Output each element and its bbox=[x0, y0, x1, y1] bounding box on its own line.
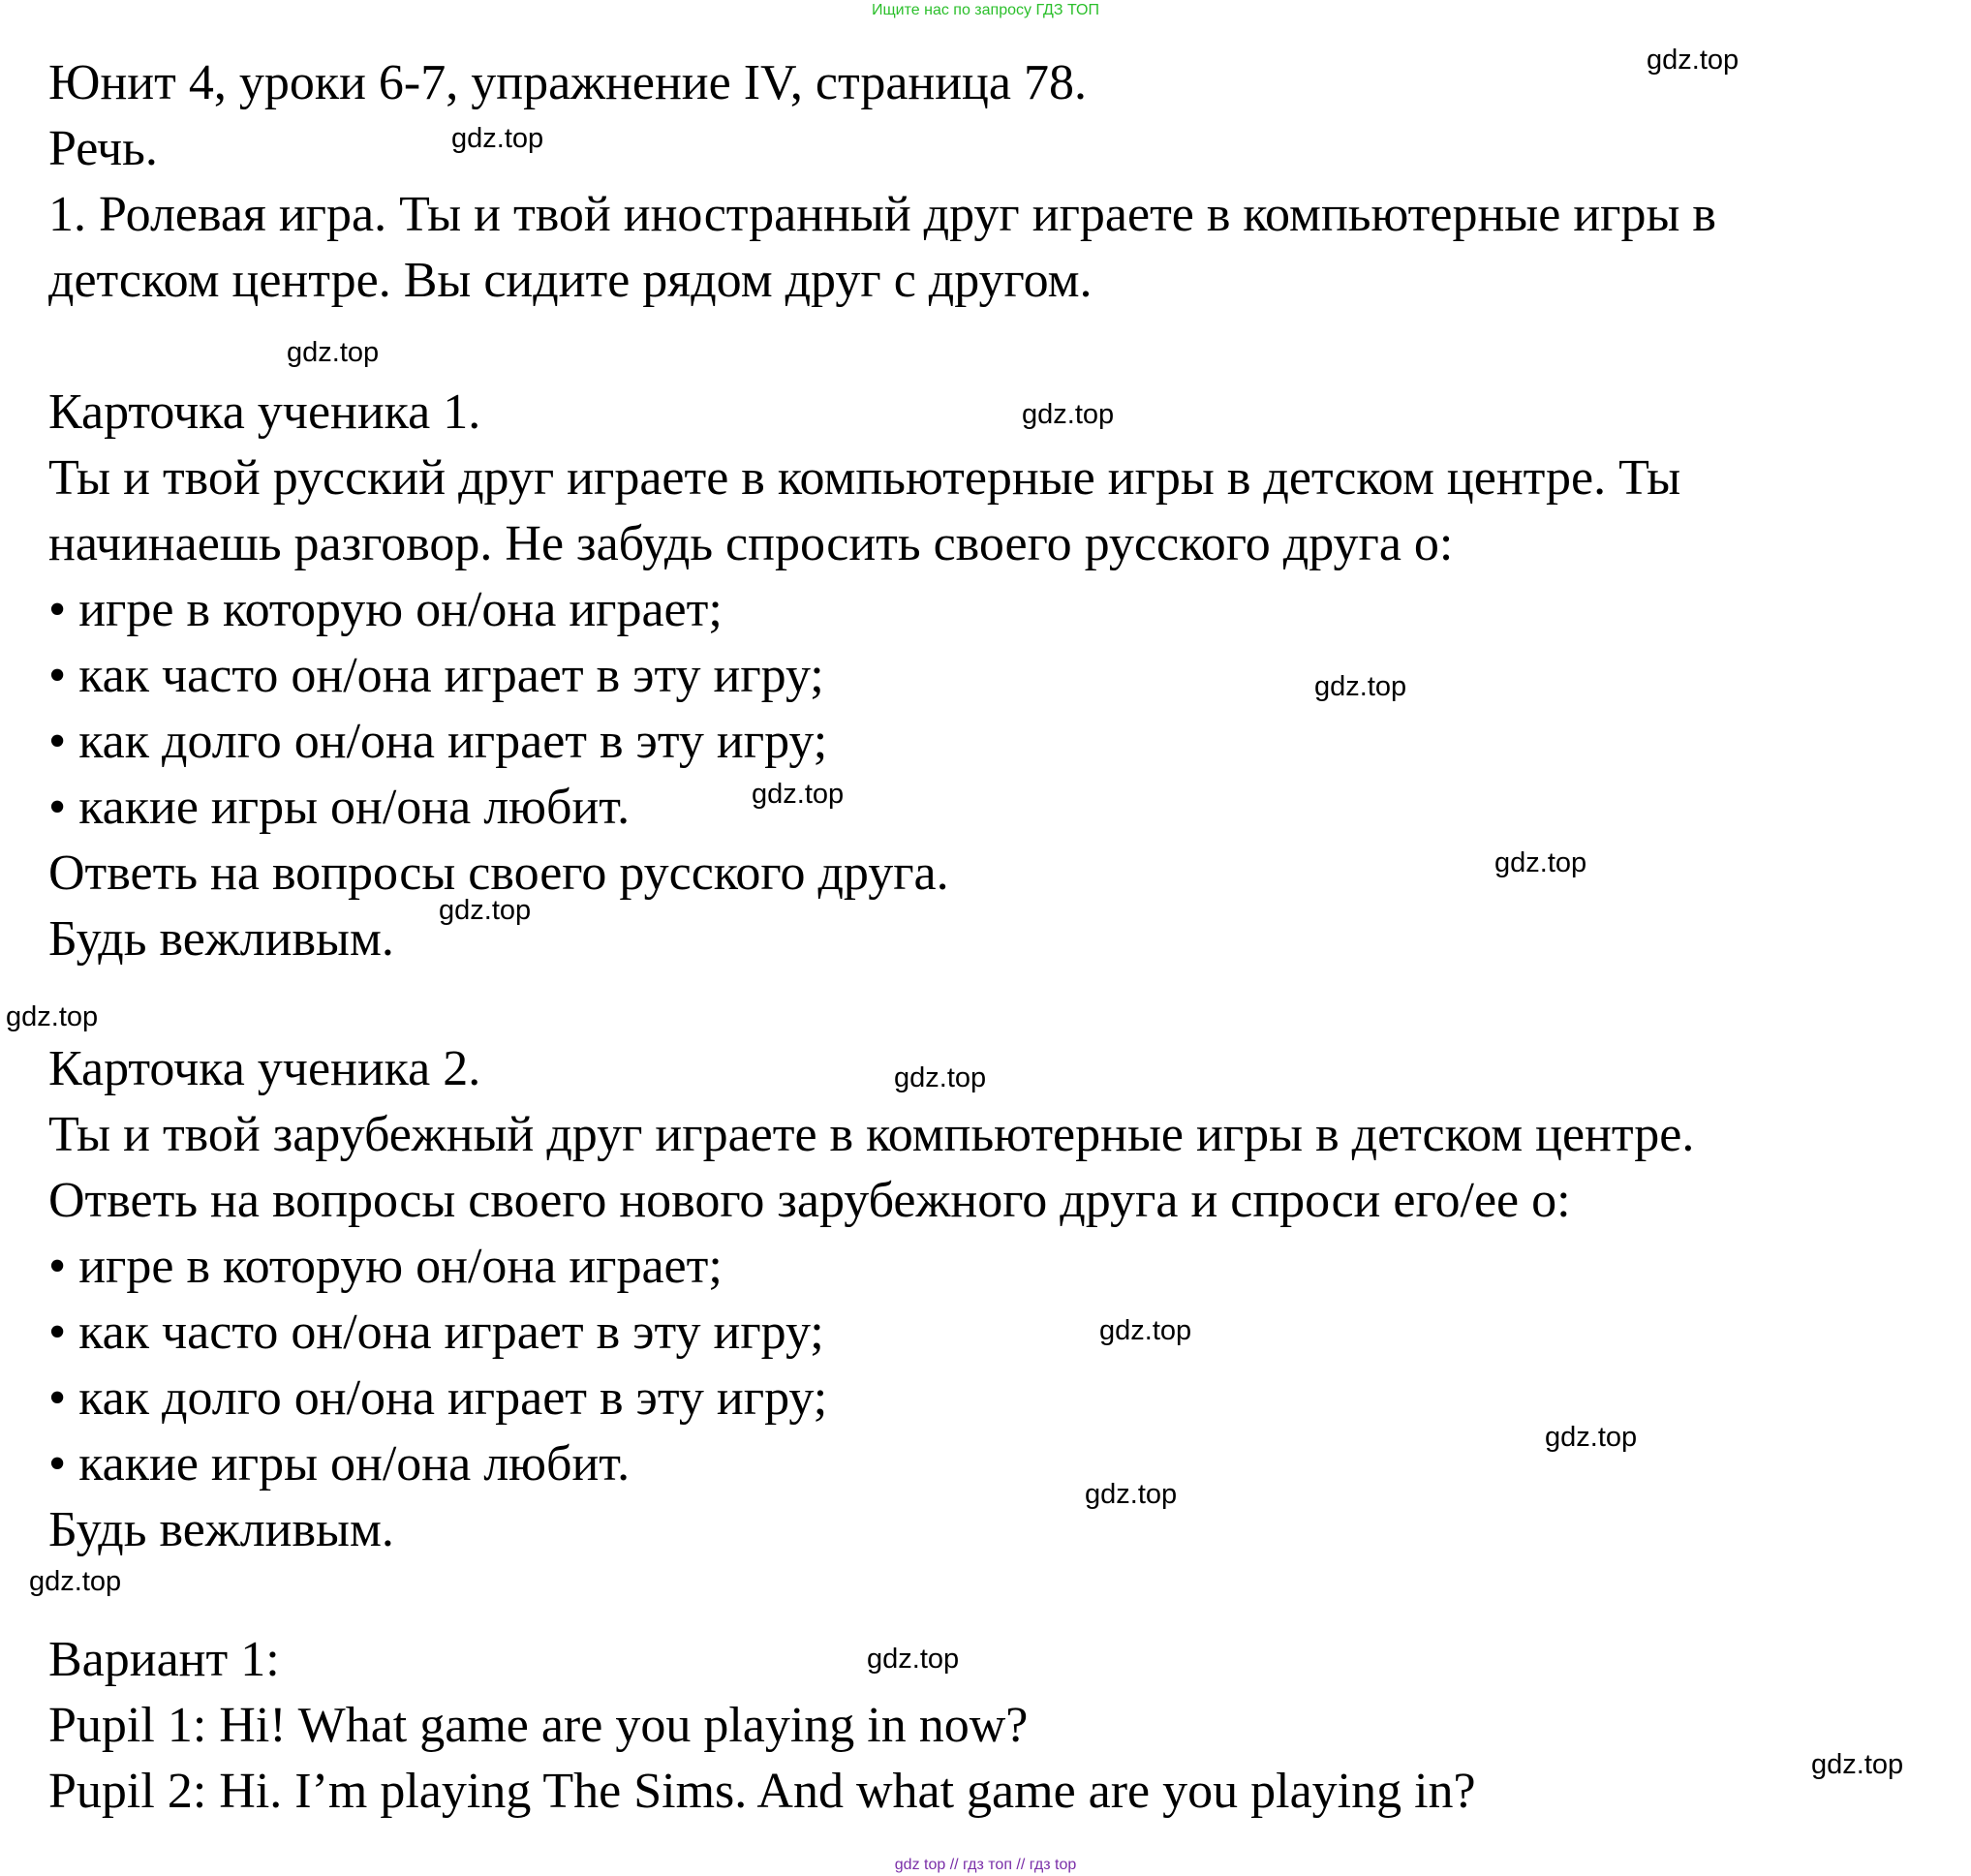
card2-polite: Будь вежливым. bbox=[48, 1502, 394, 1557]
card2-bullet: • как долго он/она играет в эту игру; bbox=[48, 1370, 828, 1426]
card1-bullet: • какие игры он/она любит. bbox=[48, 780, 631, 835]
footer: gdz top // гдз топ // гдз top bbox=[894, 1857, 1077, 1873]
watermark: gdz.top bbox=[1314, 671, 1407, 702]
card2-title: Карточка ученика 2. bbox=[48, 1041, 481, 1096]
card1-line: Ты и твой русский друг играете в компьютерные игры в детском центре. Ты bbox=[48, 450, 1681, 506]
task-line: детском центре. Вы сидите рядом друг с другом. bbox=[48, 253, 1093, 308]
watermark: gdz.top bbox=[1022, 399, 1115, 430]
top-banner: Ищите нас по запросу ГДЗ ТОП bbox=[872, 2, 1099, 18]
watermark: gdz.top bbox=[867, 1644, 960, 1675]
card1-polite: Будь вежливым. bbox=[48, 911, 394, 967]
card1-bullet: • как часто он/она играет в эту игру; bbox=[48, 648, 824, 703]
watermark: gdz.top bbox=[1494, 847, 1587, 878]
card2-bullet: • какие игры он/она любит. bbox=[48, 1436, 631, 1492]
variant-title: Вариант 1: bbox=[48, 1632, 280, 1687]
card1-title: Карточка ученика 1. bbox=[48, 384, 481, 440]
watermark: gdz.top bbox=[752, 779, 845, 810]
watermark: gdz.top bbox=[1811, 1749, 1904, 1780]
watermark: gdz.top bbox=[6, 1001, 99, 1032]
watermark: gdz.top bbox=[1647, 45, 1740, 76]
watermark: gdz.top bbox=[29, 1566, 122, 1597]
watermark: gdz.top bbox=[894, 1062, 987, 1093]
watermark: gdz.top bbox=[439, 895, 532, 926]
watermark: gdz.top bbox=[287, 337, 380, 368]
section-label: Речь. bbox=[48, 121, 158, 176]
card1-bullet: • игре в которую он/она играет; bbox=[48, 582, 723, 637]
card2-bullet: • игре в которую он/она играет; bbox=[48, 1239, 723, 1294]
watermark: gdz.top bbox=[451, 123, 544, 154]
watermark: gdz.top bbox=[1545, 1422, 1638, 1453]
card2-line: Ответь на вопросы своего нового зарубежного друга и спроси его/ее о: bbox=[48, 1173, 1571, 1228]
watermark: gdz.top bbox=[1099, 1315, 1192, 1346]
card1-bullet: • как долго он/она играет в эту игру; bbox=[48, 714, 828, 769]
task-line: 1. Ролевая игра. Ты и твой иностранный друг играете в компьютерные игры в bbox=[48, 187, 1716, 242]
watermark: gdz.top bbox=[1085, 1479, 1178, 1510]
dialogue-line: Pupil 1: Hi! What game are you playing in now? bbox=[48, 1698, 1029, 1753]
dialogue-line: Pupil 2: Hi. I’m playing The Sims. And what game are you playing in? bbox=[48, 1764, 1476, 1819]
card1-line: начинаешь разговор. Не забудь спросить своего русского друга о: bbox=[48, 516, 1454, 571]
page-title: Юнит 4, уроки 6-7, упражнение IV, страница 78. bbox=[48, 55, 1087, 110]
card1-answer: Ответь на вопросы своего русского друга. bbox=[48, 846, 949, 901]
card2-line: Ты и твой зарубежный друг играете в компьютерные игры в детском центре. bbox=[48, 1107, 1695, 1162]
card2-bullet: • как часто он/она играет в эту игру; bbox=[48, 1305, 824, 1360]
